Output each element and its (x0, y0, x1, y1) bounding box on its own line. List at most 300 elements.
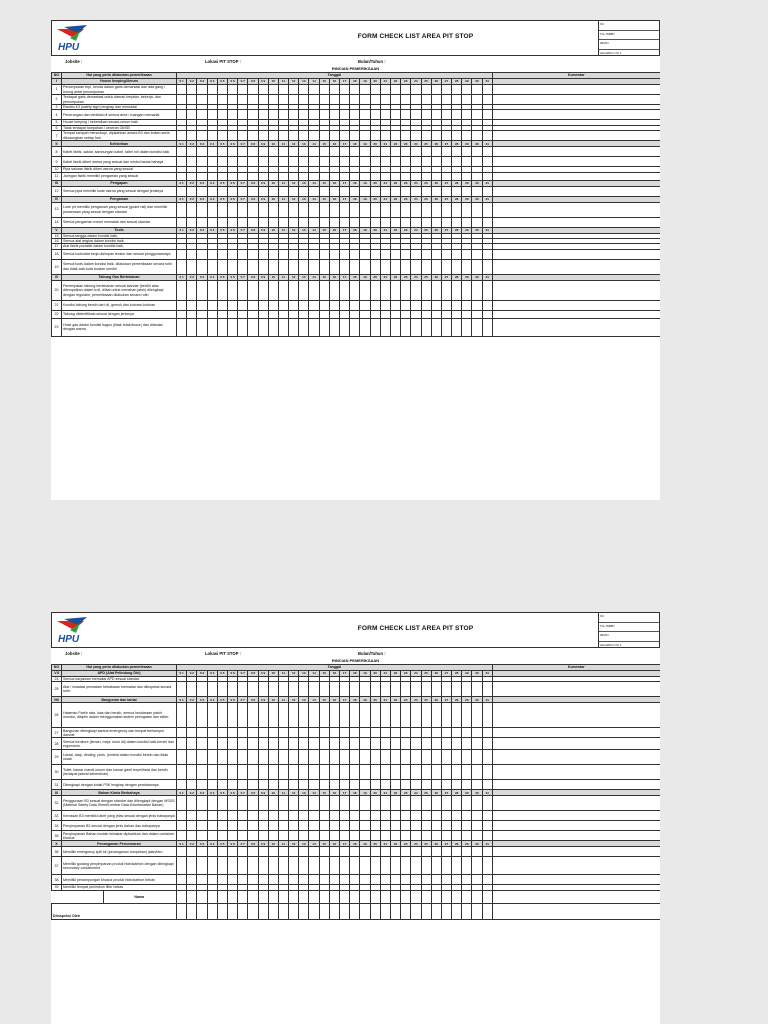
check-cell[interactable] (299, 249, 309, 259)
check-cell[interactable] (350, 95, 360, 105)
check-cell[interactable] (238, 202, 248, 217)
check-cell[interactable] (258, 780, 268, 790)
check-cell[interactable] (452, 703, 462, 728)
check-cell[interactable] (289, 217, 299, 227)
check-cell[interactable] (207, 259, 217, 274)
check-cell[interactable] (299, 765, 309, 780)
check-cell[interactable] (217, 703, 227, 728)
check-cell[interactable] (299, 811, 309, 821)
check-cell[interactable] (238, 186, 248, 196)
check-cell[interactable] (309, 280, 319, 300)
check-cell[interactable] (411, 728, 421, 738)
komentar-cell[interactable] (492, 857, 660, 875)
check-cell[interactable] (227, 110, 237, 120)
check-cell[interactable] (462, 280, 472, 300)
check-cell[interactable] (248, 318, 258, 336)
check-cell[interactable] (309, 131, 319, 141)
check-cell[interactable] (370, 318, 380, 336)
check-cell[interactable] (340, 821, 350, 831)
check-cell[interactable] (431, 157, 441, 167)
check-cell[interactable] (452, 202, 462, 217)
check-cell[interactable] (299, 172, 309, 180)
check-cell[interactable] (289, 682, 299, 697)
check-cell[interactable] (421, 172, 431, 180)
check-cell[interactable] (268, 172, 278, 180)
check-cell[interactable] (289, 831, 299, 841)
check-cell[interactable] (268, 147, 278, 157)
check-cell[interactable] (401, 750, 411, 765)
check-cell[interactable] (340, 831, 350, 841)
check-cell[interactable] (401, 811, 411, 821)
check-cell[interactable] (380, 318, 390, 336)
check-cell[interactable] (319, 110, 329, 120)
check-cell[interactable] (482, 847, 492, 857)
check-cell[interactable] (248, 796, 258, 811)
check-cell[interactable] (390, 703, 400, 728)
check-cell[interactable] (401, 703, 411, 728)
check-cell[interactable] (309, 780, 319, 790)
check-cell[interactable] (207, 157, 217, 167)
check-cell[interactable] (370, 811, 380, 821)
check-cell[interactable] (289, 280, 299, 300)
komentar-cell[interactable] (492, 85, 660, 95)
komentar-cell[interactable] (492, 318, 660, 336)
check-cell[interactable] (309, 738, 319, 750)
check-cell[interactable] (319, 857, 329, 875)
check-cell[interactable] (431, 780, 441, 790)
check-cell[interactable] (452, 857, 462, 875)
check-cell[interactable] (238, 259, 248, 274)
check-cell[interactable] (238, 703, 248, 728)
check-cell[interactable] (268, 831, 278, 841)
check-cell[interactable] (431, 728, 441, 738)
check-cell[interactable] (340, 259, 350, 274)
check-cell[interactable] (431, 857, 441, 875)
check-cell[interactable] (227, 186, 237, 196)
komentar-cell[interactable] (492, 249, 660, 259)
signature-cell[interactable] (309, 890, 319, 903)
check-cell[interactable] (441, 831, 451, 841)
check-cell[interactable] (177, 796, 187, 811)
check-cell[interactable] (278, 259, 288, 274)
signature-cell[interactable] (370, 890, 380, 903)
check-cell[interactable] (177, 765, 187, 780)
check-cell[interactable] (360, 95, 370, 105)
check-cell[interactable] (431, 217, 441, 227)
check-cell[interactable] (197, 110, 207, 120)
check-cell[interactable] (380, 110, 390, 120)
check-cell[interactable] (217, 750, 227, 765)
lokasi-label[interactable]: Lokasi PIT STOP : (205, 651, 241, 656)
check-cell[interactable] (350, 728, 360, 738)
check-cell[interactable] (482, 217, 492, 227)
check-cell[interactable] (411, 147, 421, 157)
check-cell[interactable] (329, 780, 339, 790)
check-cell[interactable] (278, 249, 288, 259)
check-cell[interactable] (248, 750, 258, 765)
check-cell[interactable] (187, 202, 197, 217)
check-cell[interactable] (350, 110, 360, 120)
check-cell[interactable] (482, 280, 492, 300)
check-cell[interactable] (431, 131, 441, 141)
check-cell[interactable] (411, 259, 421, 274)
check-cell[interactable] (329, 157, 339, 167)
check-cell[interactable] (309, 85, 319, 95)
check-cell[interactable] (319, 85, 329, 95)
check-cell[interactable] (462, 95, 472, 105)
check-cell[interactable] (472, 217, 482, 227)
check-cell[interactable] (350, 318, 360, 336)
check-cell[interactable] (309, 259, 319, 274)
check-cell[interactable] (431, 765, 441, 780)
check-cell[interactable] (462, 259, 472, 274)
check-cell[interactable] (472, 831, 482, 841)
check-cell[interactable] (278, 765, 288, 780)
check-cell[interactable] (197, 202, 207, 217)
signature-cell[interactable] (441, 890, 451, 903)
check-cell[interactable] (380, 172, 390, 180)
check-cell[interactable] (258, 110, 268, 120)
check-cell[interactable] (258, 811, 268, 821)
check-cell[interactable] (319, 300, 329, 310)
check-cell[interactable] (441, 703, 451, 728)
check-cell[interactable] (340, 249, 350, 259)
check-cell[interactable] (217, 131, 227, 141)
check-cell[interactable] (421, 318, 431, 336)
check-cell[interactable] (452, 186, 462, 196)
signature-cell[interactable] (452, 890, 462, 903)
check-cell[interactable] (187, 249, 197, 259)
komentar-cell[interactable] (492, 796, 660, 811)
check-cell[interactable] (187, 110, 197, 120)
check-cell[interactable] (329, 186, 339, 196)
signature-cell[interactable] (177, 890, 187, 903)
check-cell[interactable] (462, 780, 472, 790)
check-cell[interactable] (187, 157, 197, 167)
check-cell[interactable] (380, 217, 390, 227)
check-cell[interactable] (370, 857, 380, 875)
check-cell[interactable] (370, 796, 380, 811)
check-cell[interactable] (197, 821, 207, 831)
check-cell[interactable] (421, 85, 431, 95)
check-cell[interactable] (187, 780, 197, 790)
check-cell[interactable] (177, 728, 187, 738)
check-cell[interactable] (431, 186, 441, 196)
check-cell[interactable] (227, 85, 237, 95)
check-cell[interactable] (401, 318, 411, 336)
check-cell[interactable] (309, 728, 319, 738)
check-cell[interactable] (319, 682, 329, 697)
komentar-cell[interactable] (492, 875, 660, 885)
check-cell[interactable] (380, 157, 390, 167)
check-cell[interactable] (238, 95, 248, 105)
check-cell[interactable] (258, 280, 268, 300)
check-cell[interactable] (187, 186, 197, 196)
check-cell[interactable] (340, 202, 350, 217)
check-cell[interactable] (197, 728, 207, 738)
check-cell[interactable] (258, 821, 268, 831)
check-cell[interactable] (401, 765, 411, 780)
check-cell[interactable] (227, 811, 237, 821)
check-cell[interactable] (380, 875, 390, 885)
signature-cell[interactable] (380, 903, 390, 919)
check-cell[interactable] (289, 172, 299, 180)
check-cell[interactable] (238, 821, 248, 831)
check-cell[interactable] (390, 318, 400, 336)
check-cell[interactable] (238, 728, 248, 738)
check-cell[interactable] (390, 728, 400, 738)
check-cell[interactable] (452, 811, 462, 821)
check-cell[interactable] (177, 875, 187, 885)
komentar-cell[interactable] (492, 280, 660, 300)
check-cell[interactable] (380, 310, 390, 318)
check-cell[interactable] (319, 780, 329, 790)
signature-cell[interactable] (350, 903, 360, 919)
check-cell[interactable] (248, 147, 258, 157)
check-cell[interactable] (187, 682, 197, 697)
check-cell[interactable] (380, 821, 390, 831)
check-cell[interactable] (390, 186, 400, 196)
check-cell[interactable] (299, 821, 309, 831)
check-cell[interactable] (258, 318, 268, 336)
check-cell[interactable] (207, 318, 217, 336)
check-cell[interactable] (177, 831, 187, 841)
signature-cell[interactable] (360, 890, 370, 903)
check-cell[interactable] (431, 95, 441, 105)
check-cell[interactable] (421, 728, 431, 738)
check-cell[interactable] (319, 703, 329, 728)
check-cell[interactable] (258, 765, 268, 780)
check-cell[interactable] (431, 738, 441, 750)
check-cell[interactable] (401, 110, 411, 120)
check-cell[interactable] (370, 147, 380, 157)
komentar-cell[interactable] (492, 131, 660, 141)
signature-cell[interactable] (268, 903, 278, 919)
check-cell[interactable] (452, 131, 462, 141)
check-cell[interactable] (401, 95, 411, 105)
check-cell[interactable] (258, 202, 268, 217)
check-cell[interactable] (452, 310, 462, 318)
check-cell[interactable] (248, 172, 258, 180)
check-cell[interactable] (258, 131, 268, 141)
check-cell[interactable] (380, 703, 390, 728)
check-cell[interactable] (217, 780, 227, 790)
check-cell[interactable] (207, 780, 217, 790)
check-cell[interactable] (258, 147, 268, 157)
signature-cell[interactable] (187, 890, 197, 903)
check-cell[interactable] (217, 728, 227, 738)
check-cell[interactable] (350, 875, 360, 885)
check-cell[interactable] (340, 875, 350, 885)
check-cell[interactable] (472, 318, 482, 336)
check-cell[interactable] (472, 249, 482, 259)
check-cell[interactable] (350, 157, 360, 167)
check-cell[interactable] (278, 280, 288, 300)
check-cell[interactable] (441, 310, 451, 318)
check-cell[interactable] (441, 796, 451, 811)
check-cell[interactable] (319, 217, 329, 227)
check-cell[interactable] (411, 310, 421, 318)
check-cell[interactable] (197, 131, 207, 141)
check-cell[interactable] (462, 796, 472, 811)
check-cell[interactable] (350, 765, 360, 780)
check-cell[interactable] (177, 259, 187, 274)
check-cell[interactable] (421, 95, 431, 105)
check-cell[interactable] (299, 875, 309, 885)
check-cell[interactable] (370, 110, 380, 120)
check-cell[interactable] (431, 147, 441, 157)
check-cell[interactable] (411, 765, 421, 780)
check-cell[interactable] (390, 249, 400, 259)
check-cell[interactable] (309, 796, 319, 811)
check-cell[interactable] (441, 682, 451, 697)
check-cell[interactable] (268, 95, 278, 105)
check-cell[interactable] (309, 811, 319, 821)
check-cell[interactable] (350, 796, 360, 811)
check-cell[interactable] (401, 780, 411, 790)
check-cell[interactable] (452, 750, 462, 765)
komentar-cell[interactable] (492, 811, 660, 821)
check-cell[interactable] (401, 172, 411, 180)
check-cell[interactable] (472, 186, 482, 196)
check-cell[interactable] (390, 847, 400, 857)
check-cell[interactable] (329, 217, 339, 227)
komentar-cell[interactable] (492, 172, 660, 180)
check-cell[interactable] (360, 750, 370, 765)
check-cell[interactable] (177, 110, 187, 120)
check-cell[interactable] (227, 318, 237, 336)
signature-cell[interactable] (197, 903, 207, 919)
check-cell[interactable] (217, 259, 227, 274)
check-cell[interactable] (217, 280, 227, 300)
check-cell[interactable] (227, 131, 237, 141)
check-cell[interactable] (177, 811, 187, 821)
check-cell[interactable] (248, 728, 258, 738)
check-cell[interactable] (462, 682, 472, 697)
check-cell[interactable] (482, 300, 492, 310)
check-cell[interactable] (370, 259, 380, 274)
check-cell[interactable] (207, 728, 217, 738)
check-cell[interactable] (258, 738, 268, 750)
check-cell[interactable] (329, 728, 339, 738)
check-cell[interactable] (431, 750, 441, 765)
check-cell[interactable] (360, 682, 370, 697)
check-cell[interactable] (329, 318, 339, 336)
check-cell[interactable] (462, 765, 472, 780)
check-cell[interactable] (411, 131, 421, 141)
check-cell[interactable] (360, 131, 370, 141)
check-cell[interactable] (187, 765, 197, 780)
check-cell[interactable] (452, 847, 462, 857)
check-cell[interactable] (462, 728, 472, 738)
check-cell[interactable] (289, 796, 299, 811)
check-cell[interactable] (441, 811, 451, 821)
check-cell[interactable] (390, 280, 400, 300)
check-cell[interactable] (309, 857, 319, 875)
check-cell[interactable] (217, 147, 227, 157)
check-cell[interactable] (268, 821, 278, 831)
check-cell[interactable] (268, 85, 278, 95)
check-cell[interactable] (462, 847, 472, 857)
check-cell[interactable] (401, 157, 411, 167)
check-cell[interactable] (472, 95, 482, 105)
check-cell[interactable] (238, 147, 248, 157)
check-cell[interactable] (472, 157, 482, 167)
check-cell[interactable] (431, 821, 441, 831)
check-cell[interactable] (177, 310, 187, 318)
check-cell[interactable] (441, 280, 451, 300)
check-cell[interactable] (452, 780, 462, 790)
check-cell[interactable] (390, 259, 400, 274)
check-cell[interactable] (482, 249, 492, 259)
check-cell[interactable] (217, 738, 227, 750)
signature-cell[interactable] (482, 903, 492, 919)
check-cell[interactable] (472, 796, 482, 811)
check-cell[interactable] (472, 259, 482, 274)
check-cell[interactable] (258, 249, 268, 259)
check-cell[interactable] (431, 202, 441, 217)
check-cell[interactable] (319, 765, 329, 780)
check-cell[interactable] (319, 310, 329, 318)
check-cell[interactable] (462, 831, 472, 841)
check-cell[interactable] (248, 831, 258, 841)
check-cell[interactable] (309, 765, 319, 780)
check-cell[interactable] (319, 131, 329, 141)
check-cell[interactable] (401, 85, 411, 95)
check-cell[interactable] (482, 310, 492, 318)
check-cell[interactable] (177, 821, 187, 831)
check-cell[interactable] (319, 821, 329, 831)
check-cell[interactable] (411, 831, 421, 841)
check-cell[interactable] (289, 110, 299, 120)
check-cell[interactable] (350, 750, 360, 765)
check-cell[interactable] (390, 131, 400, 141)
check-cell[interactable] (452, 682, 462, 697)
check-cell[interactable] (380, 202, 390, 217)
check-cell[interactable] (217, 875, 227, 885)
check-cell[interactable] (390, 796, 400, 811)
check-cell[interactable] (401, 147, 411, 157)
check-cell[interactable] (401, 300, 411, 310)
check-cell[interactable] (329, 703, 339, 728)
check-cell[interactable] (278, 796, 288, 811)
check-cell[interactable] (340, 750, 350, 765)
check-cell[interactable] (309, 682, 319, 697)
check-cell[interactable] (350, 703, 360, 728)
check-cell[interactable] (177, 682, 187, 697)
check-cell[interactable] (227, 300, 237, 310)
check-cell[interactable] (289, 765, 299, 780)
signature-cell[interactable] (248, 903, 258, 919)
check-cell[interactable] (360, 147, 370, 157)
check-cell[interactable] (207, 831, 217, 841)
komentar-cell[interactable] (492, 259, 660, 274)
signature-cell[interactable] (278, 903, 288, 919)
check-cell[interactable] (482, 318, 492, 336)
check-cell[interactable] (380, 811, 390, 821)
check-cell[interactable] (268, 780, 278, 790)
check-cell[interactable] (238, 110, 248, 120)
check-cell[interactable] (441, 202, 451, 217)
check-cell[interactable] (227, 847, 237, 857)
check-cell[interactable] (441, 259, 451, 274)
check-cell[interactable] (452, 796, 462, 811)
check-cell[interactable] (340, 728, 350, 738)
check-cell[interactable] (421, 780, 431, 790)
check-cell[interactable] (462, 147, 472, 157)
check-cell[interactable] (268, 318, 278, 336)
signature-cell[interactable] (299, 903, 309, 919)
